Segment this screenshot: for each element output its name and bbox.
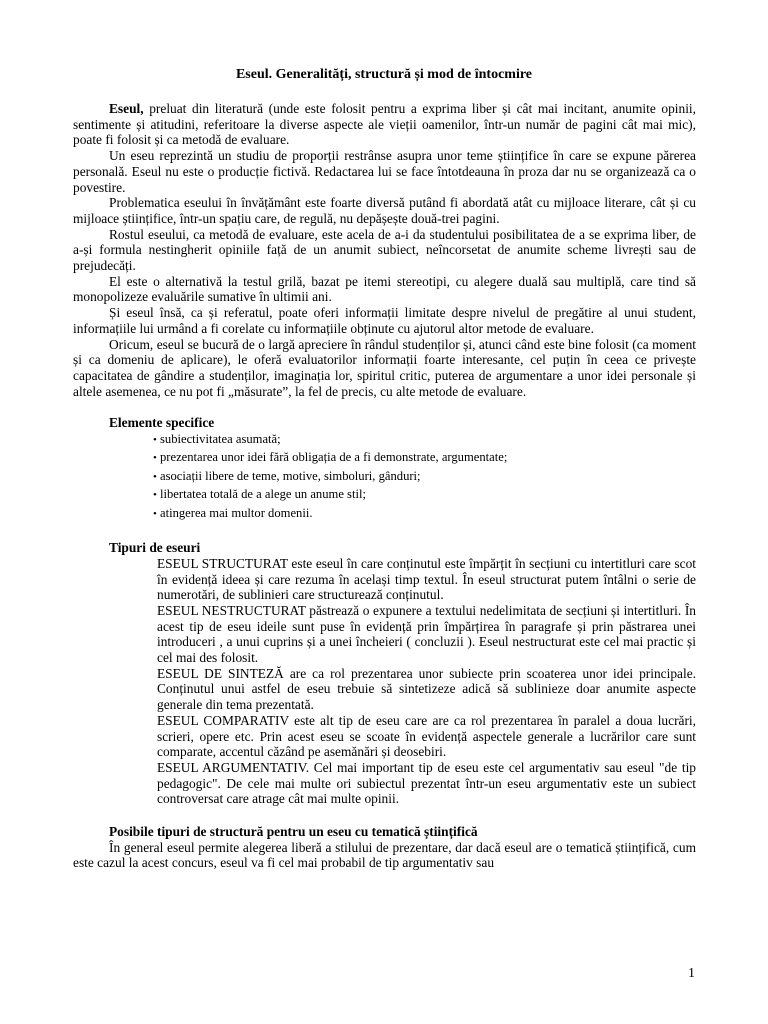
section-heading-structure: Posibile tipuri de structură pentru un eseu cu tematică științifică (109, 824, 478, 840)
list-item: • prezentarea unor idei fără obligația de a fi demonstrate, argumentate; (153, 449, 696, 467)
paragraph: Oricum, eseul se bucură de o largă apreciere în rândul studenților și, atunci când este bine folosit (ca moment și ca domeniu de aplicare), le oferă evaluatorilor informații foarte interesante, cel puțin în ceea ce privește capacitatea de gândire a studenților, imaginația lor, spiritul critic, puterea de argumentare a unor idei personale și altele asemenea, ce nu pot fi „măsurate”, la fel de precis, cu alte metode de evaluare. (73, 336, 696, 399)
list-item: • libertatea totală de a alege un anume stil; (153, 486, 696, 504)
elements-list (73, 431, 696, 523)
paragraph: Rostul eseului, ca metodă de evaluare, este acela de a-i da studentului posibilitatea de a se exprima liber, de a-și formula nestingherit opiniile față de un anumit subiect, neîncorsetat de anumite scheme livrești sau de prejudecăți. (73, 226, 696, 274)
intro-text: preluat din literatură (unde este folosit pentru a exprima liber și cât mai incitant, anumite opinii, sentimente și atitudini, referitoare la diverse aspecte ale vieții oamenilor, într-un număr de pagini cât mai mic), poate fi folosit și ca metodă de evaluare. (73, 101, 696, 148)
list-item: • subiectivitatea asumată; (153, 431, 696, 449)
list-item: • atingerea mai multor domenii. (153, 505, 696, 523)
document-body (73, 101, 696, 871)
bullet-icon: • (153, 434, 157, 447)
section-heading-elements: Elemente specifice (109, 415, 215, 431)
essay-type: ESEUL NESTRUCTURAT păstrează o expunere a textului nedelimitata de secțiuni și intertitluri. În acest tip de eseu ideile sunt puse în evidență prin împărțirea în paragrafe și prin păstrarea unei introduceri , a unui cuprins și a unei încheieri ( concluzii ). Eseul nestructurat este cel mai practic și cel mai des folosit. (157, 602, 696, 666)
bullet-icon: • (153, 489, 157, 502)
paragraph: Un eseu reprezintă un studiu de proporții restrânse asupra unor teme științifice în care se expune părerea personală. Eseul nu este o producție fictivă. Redactarea lui se face întotdeauna în proza dar nu se organizează ca o povestire. (73, 148, 696, 195)
intro-paragraph (73, 101, 696, 148)
bullet-icon: • (153, 452, 157, 465)
essay-type: ESEUL COMPARATIV este alt tip de eseu care are ca rol prezentarea în paralel a doua lucrări, scrieri, opere etc. Prin acest eseu se scoate în evidență aspectele generale a lucrărilor care sunt comparate, accentul căzând pe asemănări și deosebiri. (157, 712, 696, 760)
essay-type: ESEUL DE SINTEZĂ are ca rol prezentarea unor subiecte prin scoaterea unor idei principale. Conținutul unui astfel de eseu trebuie să sintetizeze adică să sublinieze doar anumite aspecte generale din tema prezentată. (157, 665, 696, 713)
bullet-icon: • (153, 470, 157, 483)
structure-paragraph: În general eseul permite alegerea liberă a stilului de prezentare, dar dacă eseul are o tematică științifică, cum este cazul la acest concurs, eseul va fi cel mai probabil de tip argumentativ sau (73, 839, 696, 871)
essay-type: ESEUL STRUCTURAT este eseul în care conținutul este împărțit în secțiuni cu intertitluri care scot în evidență ideea și care rezuma în același timp textul. În eseul structurat putem întâlni o serie de numerotări, de sublinieri care structurează conținutul. (157, 555, 696, 603)
list-item: • asociații libere de teme, motive, simboluri, gânduri; (153, 468, 696, 486)
page-number: 1 (688, 966, 695, 981)
bullet-icon: • (153, 507, 157, 520)
intro-lead: Eseul, (109, 101, 144, 116)
paragraph: El este o alternativă la testul grilă, bazat pe itemi stereotipi, cu alegere duală sau multiplă, care tind să monopolizeze evaluările sumative în ultimii ani. (73, 273, 696, 305)
paragraph: Problematica eseului în învățământ este foarte diversă putând fi abordată atât cu mijloace literare, cât și cu mijloace științifice, într-un spațiu care, de regulă, nu depășește două-trei pagini. (73, 195, 696, 226)
essay-type: ESEUL ARGUMENTATIV. Cel mai important tip de eseu este cel argumentativ sau eseul "de tip pedagogic". De cele mai multe ori subiectul prezentat într-un eseu argumentativ este un subiect controversat care atrage cât mai multe opinii. (157, 759, 696, 807)
document-title: Eseul. Generalități, structură și mod de întocmire (235, 67, 533, 82)
section-heading-types: Tipuri de eseuri (109, 540, 201, 556)
paragraph: Și eseul însă, ca și referatul, poate oferi informații limitate despre nivelul de pregătire al unui student, informațiile lui urmând a fi corelate cu informațiile obținute cu ajutorul altor metode de evaluare. (73, 305, 696, 336)
types-list (73, 556, 696, 807)
